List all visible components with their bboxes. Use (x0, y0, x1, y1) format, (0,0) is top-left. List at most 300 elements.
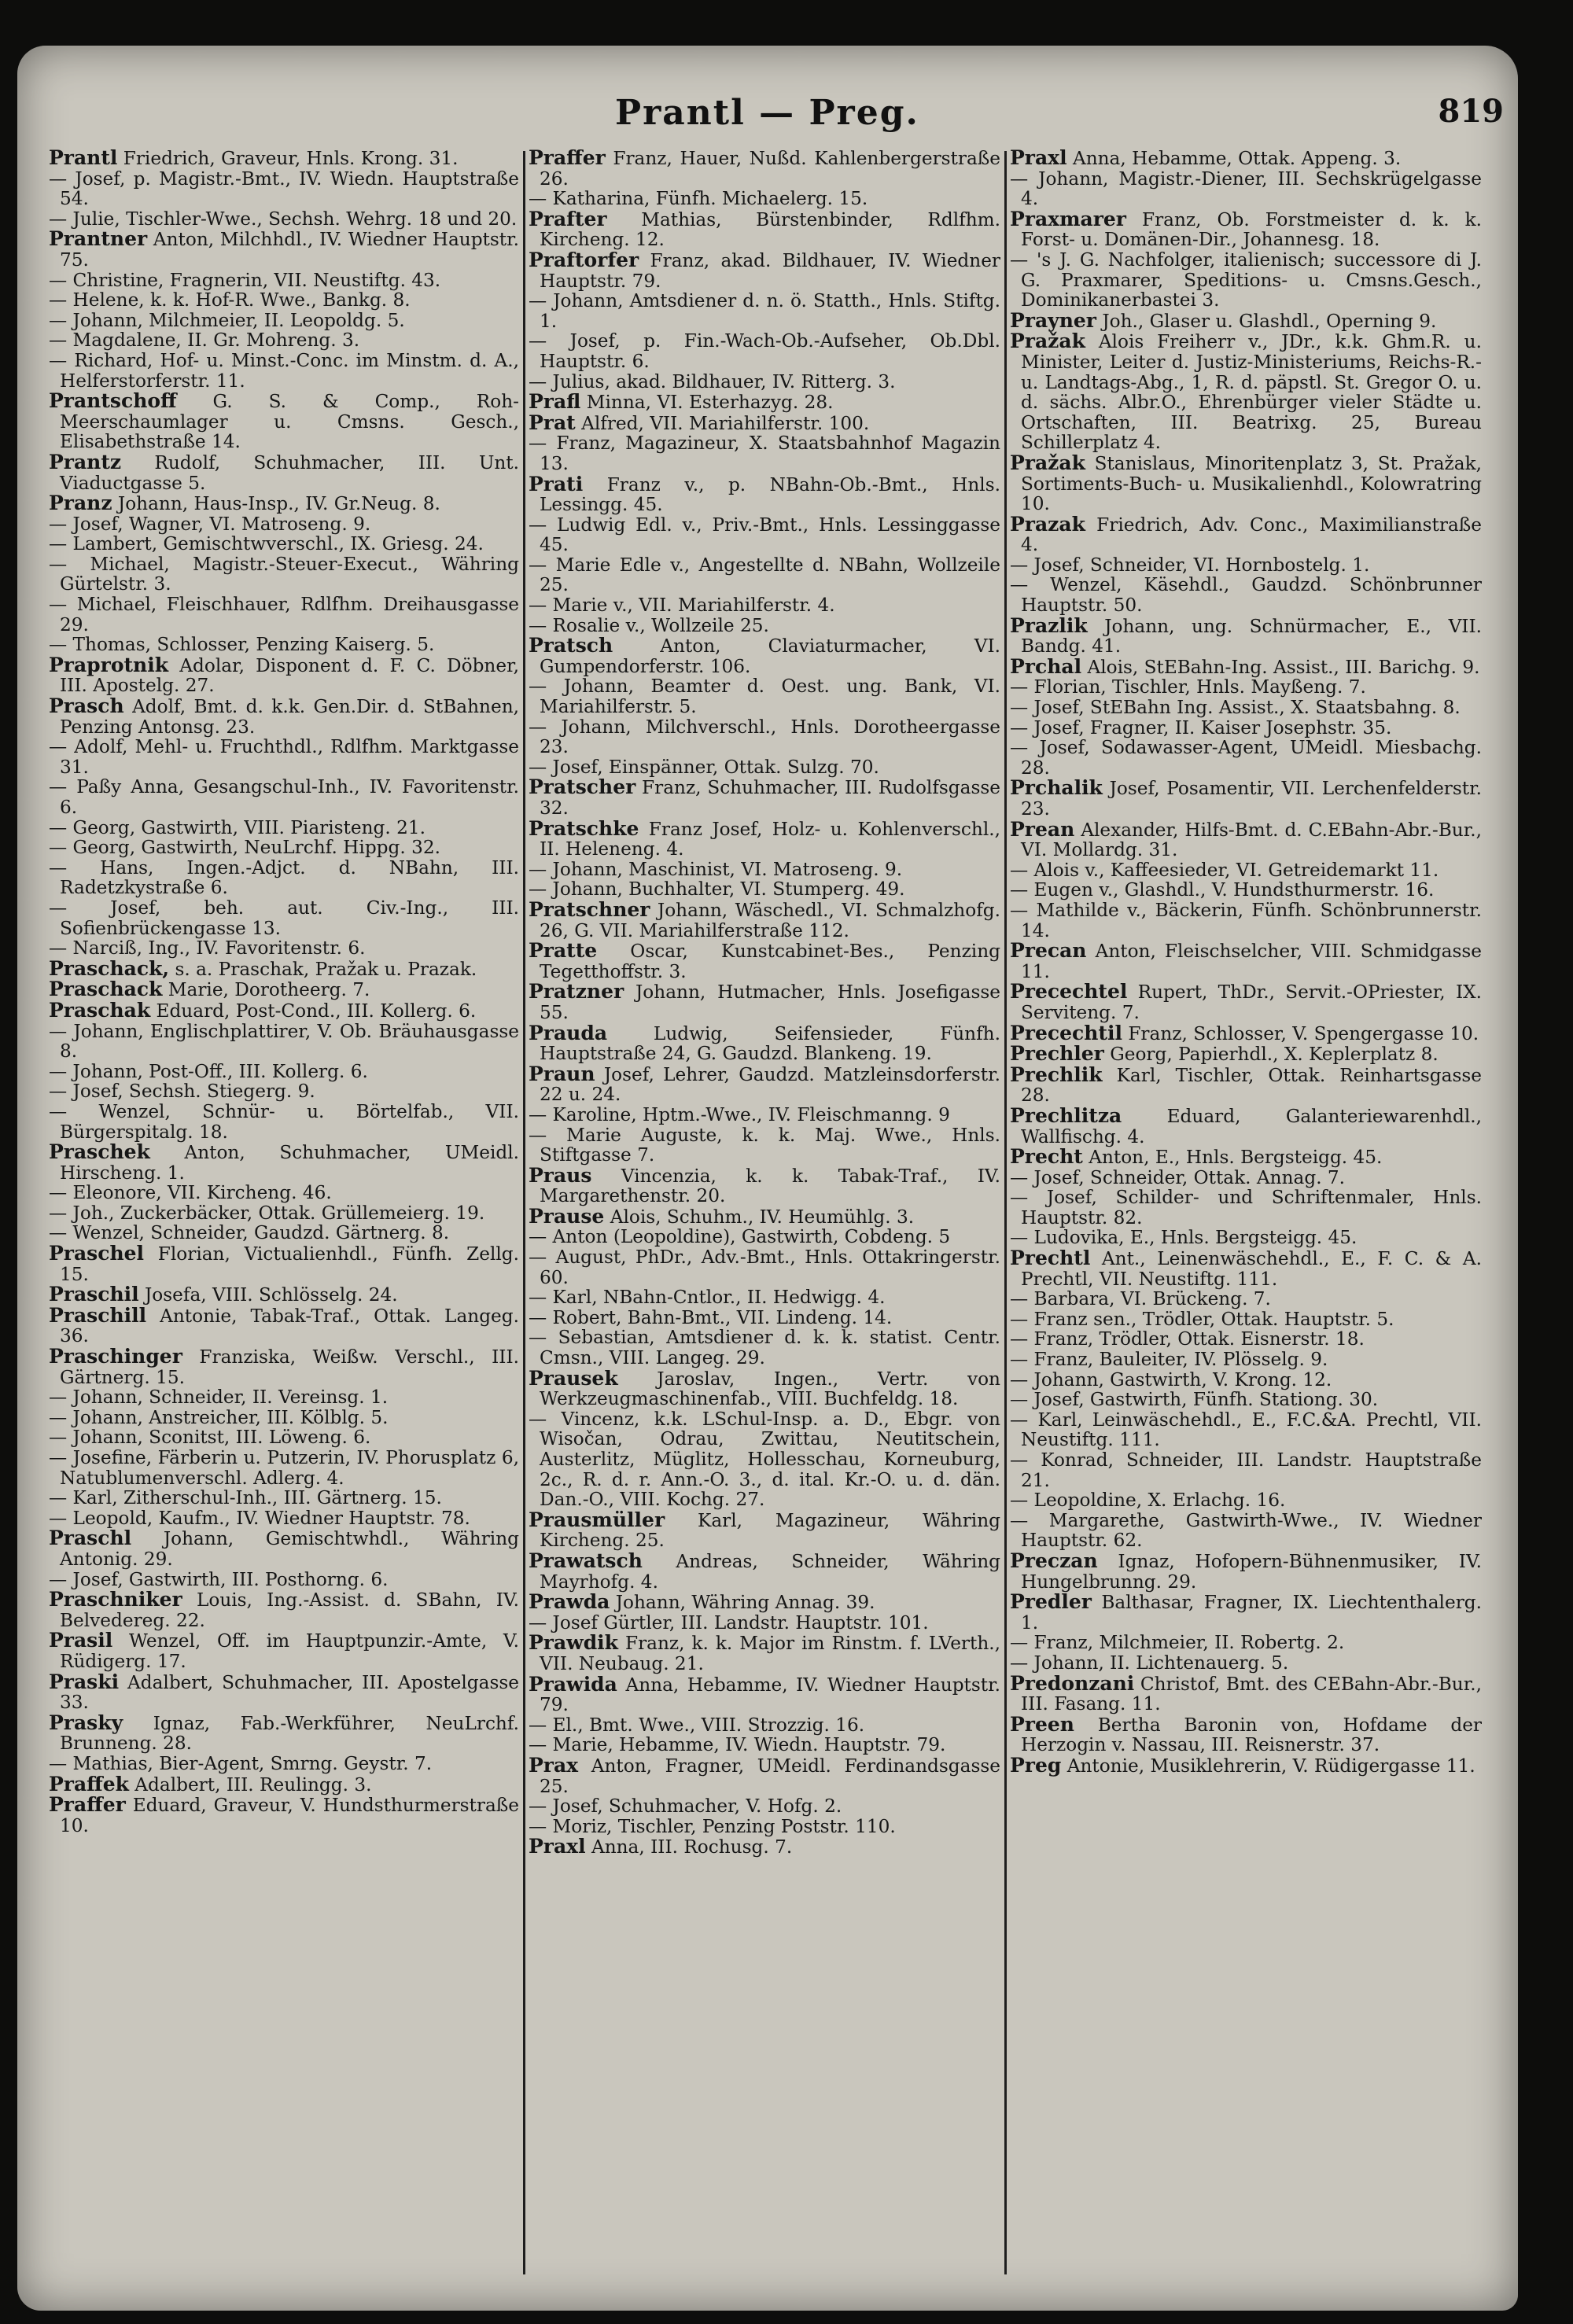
entry-surname: Praski (49, 1670, 120, 1693)
entry-surname: Praschack, (49, 956, 170, 980)
directory-entry (529, 1592, 1000, 1613)
entry-text: Eduard, Graveur, V. Hundsthurmerstraße 10. (60, 1795, 519, 1836)
entry-text: Franz, Hauer, Nußd. Kahlenbergerstraße 26. (540, 148, 1000, 190)
entry-surname: Praschniker (49, 1588, 182, 1611)
directory-entry (1010, 677, 1482, 698)
directory-entry (529, 1510, 1000, 1551)
entry-text: Karl, Magazineur, Währing Kircheng. 25. (540, 1509, 1000, 1552)
directory-entry (1010, 613, 1482, 657)
entry-text: — Wenzel, Käsehdl., Gaudzd. Schönbrunner Hauptstr. 50. (1010, 574, 1482, 617)
entry-text: — Johann, Amtsdiener d. n. ö. Statth., Hnls. Stiftg. 1. (529, 290, 1000, 332)
entry-surname: Prawida (529, 1672, 617, 1696)
entry-surname: Pranz (49, 492, 112, 515)
directory-entry (529, 474, 1000, 515)
directory-entry (1010, 1103, 1482, 1147)
entry-surname: Pražak (1010, 330, 1085, 353)
entry-text: — Vincenz, k.k. LSchul-Insp. a. D., Ebgr. von Wisočan, Odrau, Zwittau, Neutitschein, Austerlitz, Müglitz, Hollesschau, Korneuburg, 2c., R. d. r. Ann.-O. 3., d. ital. Kr.-O. u. d. dän. Dan.-O., VIII. Kochg. 27. (529, 1408, 1000, 1511)
directory-entry (49, 493, 519, 514)
entry-text: — Josef, Einspänner, Ottak. Sulzg. 70. (529, 756, 879, 778)
entry-surname: Praschinger (49, 1345, 182, 1368)
entry-text: Franz Josef, Holz- u. Kohlenverschl., II. Heleneng. 4. (540, 818, 1000, 860)
directory-entry (1010, 1592, 1482, 1633)
directory-entry (49, 1303, 519, 1347)
directory-entry (529, 777, 1000, 818)
directory-entry (529, 1308, 1000, 1328)
entry-text: Marie, Dorotheerg. 7. (162, 979, 370, 1001)
entry-text: — Mathias, Bier-Agent, Smrng. Geystr. 7. (49, 1752, 433, 1774)
entry-text: Friedrich, Graveur, Hnls. Krong. 31. (117, 148, 459, 169)
entry-text: — Eugen v., Glashdl., V. Hundsthurmerstr. 16. (1010, 879, 1435, 901)
directory-entry (49, 1062, 519, 1082)
entry-text: — Karoline, Hptm.-Wwe., IV. Fleischmanng. 9 (529, 1103, 950, 1125)
entry-surname: Precan (1010, 939, 1087, 963)
entry-text: Mathias, Bürstenbinder, Rdlfhm. Kircheng. 12. (540, 208, 1000, 251)
entry-text: — Barbara, VI. Brückeng. 7. (1010, 1288, 1271, 1310)
directory-entry (49, 956, 519, 980)
entry-surname: Pratte (529, 939, 598, 963)
entry-surname: Pratschner (529, 897, 650, 921)
directory-entry (49, 979, 519, 1000)
column-3 (1010, 148, 1482, 2295)
entry-text: Florian, Victualienhdl., Fünfh. Zellg. 15. (60, 1243, 519, 1285)
entry-text: Anton, Milchhdl., IV. Wiedner Hauptstr. 75. (60, 229, 519, 271)
entry-text: — Alois v., Kaffeesieder, VI. Getreidemarkt 11. (1010, 859, 1439, 881)
entry-text: — Adolf, Mehl- u. Fruchthdl., Rdlfhm. Marktgasse 31. (49, 736, 519, 778)
entry-surname: Prasky (49, 1711, 123, 1734)
entry-text: Johann, Hutmacher, Hnls. Josefigasse 55. (540, 982, 1000, 1023)
directory-entry (49, 1223, 519, 1243)
entry-surname: Prausmüller (529, 1508, 665, 1531)
directory-entry (1010, 1653, 1482, 1674)
entry-surname: Prechlik (1010, 1063, 1103, 1086)
entry-text: Anton, Schuhmacher, UMeidl. Hirscheng. 1. (60, 1142, 519, 1184)
entry-text: — Michael, Magistr.-Steuer-Execut., Währing Gürtelstr. 3. (49, 553, 519, 595)
directory-entry (49, 1528, 519, 1569)
entry-text: Johann, Wäschedl., VI. Schmalzhofg. 26, G. VII. Mariahilferstraße 112. (540, 899, 1000, 941)
directory-entry (49, 1570, 519, 1590)
entry-surname: Prchal (1010, 654, 1082, 678)
entry-text: — Hans, Ingen.-Adjct. d. NBahn, III. Radetzkystraße 6. (49, 856, 519, 899)
page-number: 819 (1438, 93, 1504, 130)
directory-entry (529, 1735, 1000, 1755)
entry-text: — Richard, Hof- u. Minst.-Conc. im Minstm. d. A., Helferstorferstr. 11. (49, 349, 519, 392)
entry-text: Karl, Tischler, Ottak. Reinhartsgasse 28. (1021, 1064, 1482, 1107)
entry-surname: Praun (529, 1062, 595, 1085)
entry-text: — Karl, NBahn-Cntlor., II. Hedwigg. 4. (529, 1287, 886, 1309)
directory-entry (49, 1000, 519, 1022)
directory-entry (49, 1427, 519, 1448)
entry-surname: Predonzani (1010, 1671, 1135, 1695)
directory-entry (529, 1551, 1000, 1592)
entry-text: — Johann, Milchmeier, II. Leopoldg. 5. (49, 309, 405, 331)
directory-entry (529, 1328, 1000, 1368)
entry-surname: Praschack (49, 978, 163, 1001)
directory-entry (529, 372, 1000, 392)
directory-entry (529, 189, 1000, 209)
entry-surname: Prantschoff (49, 389, 177, 413)
directory-entry (529, 1287, 1000, 1308)
directory-entry (1010, 1450, 1482, 1490)
directory-entry (529, 1817, 1000, 1837)
directory-entry (529, 616, 1000, 636)
entry-surname: Praschek (49, 1140, 150, 1164)
directory-entry (49, 1346, 519, 1387)
entry-text: — Margarethe, Gastwirth-Wwe., IV. Wiedner Hauptstr. 62. (1010, 1509, 1482, 1552)
entry-text: s. a. Praschak, Pražak u. Prazak. (169, 958, 477, 980)
directory-entry (529, 291, 1000, 331)
directory-entry (529, 1836, 1000, 1858)
entry-text: — Johann, Anstreicher, III. Kölblg. 5. (49, 1406, 389, 1428)
entry-surname: Preen (1010, 1712, 1074, 1736)
directory-entry (529, 250, 1000, 291)
entry-text: — Joh., Zuckerbäcker, Ottak. Grüllemeierg. 19. (49, 1202, 485, 1224)
entry-text: — Georg, Gastwirth, NeuLrchf. Hippg. 32. (49, 837, 440, 859)
entry-text: — Marie Auguste, k. k. Maj. Wwe., Hnls. Stiftgasse 7. (529, 1124, 1000, 1166)
directory-entry (529, 879, 1000, 900)
entry-text: — Johann, Post-Off., III. Kollerg. 6. (49, 1060, 368, 1082)
directory-entry (49, 1508, 519, 1529)
entry-text: — Anton (Leopoldine), Gastwirth, Cobdeng. 5 (529, 1226, 951, 1248)
entry-text: Adalbert, III. Reulingg. 3. (128, 1773, 372, 1795)
entry-text: — Christine, Fragnerin, VII. Neustiftg. 43. (49, 269, 441, 291)
entry-text: Alois, StEBahn-Ing. Assist., III. Barichg. 9. (1081, 656, 1480, 678)
directory-entry (529, 1247, 1000, 1287)
entry-text: — Mathilde v., Bäckerin, Fünfh. Schönbrunnerstr. 14. (1010, 899, 1482, 941)
directory-entry (529, 1674, 1000, 1715)
directory-entry (1010, 148, 1482, 169)
entry-text: Franz, akad. Bildhauer, IV. Wiedner Hauptstr. 79. (540, 249, 1000, 292)
directory-entry (49, 1203, 519, 1224)
entry-text: Oscar, Kunstcabinet-Bes., Penzing Tegetthoffstr. 3. (540, 941, 1000, 982)
directory-entry (49, 1142, 519, 1183)
entry-text: — Josef, p. Magistr.-Bmt., IV. Wiedn. Hauptstraße 54. (49, 168, 519, 210)
entry-text: Rupert, ThDr., Servit.-OPriester, IX. Serviteng. 7. (1021, 982, 1482, 1023)
entry-text: Adalbert, Schuhmacher, III. Apostelgasse 33. (60, 1671, 519, 1714)
entry-text: — Robert, Bahn-Bmt., VII. Lindeng. 14. (529, 1306, 893, 1328)
directory-entry (1010, 901, 1482, 941)
directory-entry (529, 982, 1000, 1022)
directory-entry (49, 696, 519, 737)
entry-text: Franz, Ob. Forstmeister d. k. k. Forst- u. Domänen-Dir., Johannesg. 18. (1021, 208, 1482, 251)
entry-text: — Franz sen., Trödler, Ottak. Hauptstr. 5. (1010, 1308, 1394, 1330)
directory-entry (529, 515, 1000, 555)
entry-text: — August, PhDr., Adv.-Bmt., Hnls. Ottakringerstr. 60. (529, 1247, 1000, 1288)
entry-text: Balthasar, Fragner, IX. Liechtenthalerg. 1. (1021, 1592, 1482, 1633)
entry-text: — Julius, akad. Bildhauer, IV. Ritterg. 3. (529, 370, 896, 392)
entry-text: — Leopold, Kaufm., IV. Wiedner Hauptstr. 78. (49, 1507, 470, 1529)
entry-text: — Josef, Sodawasser-Agent, UMeidl. Miesbachg. 28. (1010, 737, 1482, 779)
directory-entry (1010, 941, 1482, 982)
entry-text: Anna, III. Rochusg. 7. (585, 1836, 793, 1858)
directory-entry (529, 209, 1000, 250)
entry-text: Ignaz, Fab.-Werkführer, NeuLrchf. Brunneng. 28. (60, 1712, 519, 1755)
directory-entry (1010, 308, 1482, 332)
entry-surname: Prazak (1010, 512, 1085, 536)
entry-text: Joh., Glaser u. Glashdl., Operning 9. (1096, 310, 1437, 332)
directory-entry (49, 1022, 519, 1062)
entry-surname: Pratsch (529, 634, 613, 657)
entry-text: — Josef, Schuhmacher, V. Hofg. 2. (529, 1795, 842, 1818)
directory-entry (1010, 982, 1482, 1022)
directory-entry (49, 635, 519, 655)
entry-surname: Praffer (529, 148, 606, 169)
entry-text: Josef, Lehrer, Gaudzd. Matzleinsdorferstr. 22 u. 24. (540, 1063, 1000, 1106)
directory-entry (529, 635, 1000, 676)
directory-entry (1010, 331, 1482, 453)
entry-text: Anna, Hebamme, IV. Wiedner Hauptstr. 79. (540, 1674, 1000, 1716)
directory-entry (1010, 1289, 1482, 1309)
entry-text: — El., Bmt. Wwe., VIII. Strozzig. 16. (529, 1714, 865, 1736)
entry-surname: Praschil (49, 1283, 139, 1306)
entry-text: — Michael, Fleischhauer, Rdlfhm. Dreihausgasse 29. (49, 594, 519, 635)
entry-surname: Precht (1010, 1145, 1083, 1169)
directory-entry (529, 1227, 1000, 1247)
directory-entry (1010, 1671, 1482, 1715)
column-rule (523, 151, 525, 2274)
directory-entry (49, 1387, 519, 1408)
directory-entry (49, 938, 519, 959)
directory-entry (1010, 555, 1482, 576)
directory-entry (49, 271, 519, 291)
directory-entry (1010, 1329, 1482, 1350)
entry-surname: Prause (529, 1204, 605, 1228)
directory-entry (49, 209, 519, 230)
directory-entry (49, 311, 519, 331)
entry-text: Franz, Schlosser, V. Spengergasse 10. (1122, 1022, 1479, 1044)
entry-text: Johann, Währing Annag. 39. (610, 1592, 875, 1614)
entry-text: Anton, E., Hnls. Bergsteigg. 45. (1082, 1147, 1383, 1169)
entry-text: — Johann, Maschinist, VI. Matroseng. 9. (529, 858, 903, 880)
directory-entry (529, 1755, 1000, 1796)
entry-surname: Pražak (1010, 451, 1085, 474)
entry-surname: Prantner (49, 227, 148, 251)
entry-text: — Josef, Schilder- und Schriftenmaler, Hnls. Hauptstr. 82. (1010, 1187, 1482, 1228)
entry-surname: Praschill (49, 1303, 147, 1327)
directory-entry (529, 392, 1000, 413)
entry-surname: Predler (1010, 1590, 1092, 1614)
entry-text: G. S. & Comp., Roh-Meerschaumlager u. Cmsns. Gesch., Elisabethstraße 14. (60, 391, 519, 453)
directory-entry (49, 1448, 519, 1488)
directory-entry (49, 777, 519, 817)
directory-entry (529, 1715, 1000, 1736)
entry-surname: Prati (529, 472, 584, 495)
directory-entry (1010, 1044, 1482, 1065)
entry-text: Anton, Claviaturmacher, VI. Gumpendorferstr. 106. (540, 635, 1000, 677)
directory-entry (49, 1589, 519, 1630)
entry-text: Josef, Posamentir, VII. Lerchenfelderstr. 23. (1021, 778, 1482, 819)
entry-surname: Praxmarer (1010, 207, 1126, 230)
entry-text: — Franz, Magazineur, X. Staatsbahnhof Magazin 13. (529, 433, 1000, 474)
directory-entry (49, 818, 519, 838)
entry-text: — Johann, Buchhalter, VI. Stumperg. 49. (529, 878, 905, 901)
entry-surname: Prchalik (1010, 776, 1103, 800)
directory-entry (49, 1488, 519, 1508)
entry-text: — Marie Edle v., Angestellte d. NBahn, Wollzeile 25. (529, 554, 1000, 596)
entry-text: Stanislaus, Minoritenplatz 3, St. Pražak, Sortiments-Buch- u. Musikalienhdl., Kolowratring 10. (1021, 452, 1482, 515)
entry-surname: Prechtl (1010, 1247, 1091, 1270)
directory-entry (49, 595, 519, 635)
entry-text: — Franz, Bauleiter, IV. Plösselg. 9. (1010, 1349, 1328, 1371)
directory-entry (49, 1284, 519, 1306)
entry-text: Alfred, VII. Mariahilferstr. 100. (575, 412, 870, 434)
entry-text: Antonie, Tabak-Traf., Ottak. Langeg. 36. (60, 1305, 519, 1347)
directory-entry (49, 1408, 519, 1428)
entry-surname: Praschak (49, 998, 151, 1022)
entry-text: Josefa, VIII. Schlösselg. 24. (138, 1284, 398, 1306)
directory-entry (1010, 718, 1482, 738)
directory-entry (49, 858, 519, 898)
entry-text: Wenzel, Off. im Hauptpunzir.-Amte, V. Rüdigerg. 17. (60, 1630, 519, 1672)
directory-entry (49, 898, 519, 938)
entry-text: — Rosalie v., Wollzeile 25. (529, 614, 769, 636)
entry-text: — Lambert, Gemischtwverschl., IX. Griesg. 24. (49, 533, 484, 555)
entry-surname: Prantz (49, 450, 122, 473)
entry-text: — Josef, beh. aut. Civ.-Ing., III. Sofienbrückengasse 13. (49, 897, 519, 939)
directory-entry (1010, 819, 1482, 860)
entry-surname: Praxl (529, 1835, 586, 1858)
directory-entry (529, 595, 1000, 616)
directory-entry (1010, 1633, 1482, 1653)
entry-text: — Helene, k. k. Hof-R. Wwe., Bankg. 8. (49, 289, 411, 311)
directory-entry (1010, 1490, 1482, 1511)
entry-text: Franz v., p. NBahn-Ob.-Bmt., Hnls. Lessingg. 45. (540, 473, 1000, 516)
directory-entry (1010, 209, 1482, 250)
entry-text: Johann, ung. Schnürmacher, E., VII. Bandg. 41. (1021, 615, 1482, 657)
directory-entry (529, 331, 1000, 371)
entry-text: Louis, Ing.-Assist. d. SBahn, IV. Belvedereg. 22. (60, 1589, 519, 1631)
directory-entry (49, 1713, 519, 1754)
directory-entry (49, 1754, 519, 1774)
directory-entry (1010, 250, 1482, 311)
entry-text: — Josef, p. Fin.-Wach-Ob.-Aufseher, Ob.Dbl. Hauptstr. 6. (529, 330, 1000, 372)
entry-text: — Marie, Hebamme, IV. Wiedn. Hauptstr. 79. (529, 1734, 946, 1756)
entry-text: Johann, Haus-Insp., IV. Gr.Neug. 8. (112, 493, 440, 515)
directory-entry (1010, 169, 1482, 209)
directory-entry (49, 351, 519, 391)
directory-entry (49, 452, 519, 493)
entry-surname: Prasil (49, 1629, 113, 1652)
entry-text: Franz, Schuhmacher, III. Rudolfsgasse 32. (540, 777, 1000, 819)
entry-surname: Pratscher (529, 775, 636, 799)
entry-text: — Josef, StEBahn Ing. Assist., X. Staatsbahng. 8. (1010, 697, 1461, 719)
entry-surname: Prawdik (529, 1631, 618, 1655)
column-rule (1004, 151, 1007, 2274)
entry-text: Ant., Leinenwäschehdl., E., F. C. & A. Prechtl, VII. Neustiftg. 111. (1021, 1248, 1482, 1290)
entry-text: Andreas, Schneider, Währing Mayrhofg. 4. (540, 1550, 1000, 1593)
entry-surname: Prean (1010, 817, 1075, 841)
entry-text: Friedrich, Adv. Conc., Maximilianstraße 4. (1021, 514, 1482, 556)
entry-surname: Prantl (49, 148, 118, 169)
directory-entry (529, 1105, 1000, 1125)
entry-text: Bertha Baronin von, Hofdame der Herzogin v. Nassau, III. Reisnerstr. 37. (1021, 1714, 1482, 1756)
entry-text: — Narciß, Ing., IV. Favoritenstr. 6. (49, 937, 366, 959)
entry-text: — Ludovika, E., Hnls. Bergsteigg. 45. (1010, 1227, 1357, 1249)
entry-surname: Prasch (49, 694, 124, 718)
directory-entry (529, 757, 1000, 778)
entry-text: Ludwig, Seifensieder, Fünfh. Hauptstraße 24, G. Gaudzd. Blankeng. 19. (540, 1022, 1000, 1065)
directory-entry (529, 717, 1000, 757)
column-1 (49, 148, 519, 2295)
directory-entry (49, 838, 519, 858)
directory-entry (49, 534, 519, 554)
directory-entry (49, 737, 519, 777)
directory-entry (1010, 778, 1482, 819)
directory-entry (1010, 1023, 1482, 1044)
entry-surname: Pratschke (529, 816, 639, 840)
entry-text: — Josef, Schneider, Ottak. Annag. 7. (1010, 1166, 1346, 1188)
directory-entry (1010, 738, 1482, 778)
entry-text: — Thomas, Schlosser, Penzing Kaiserg. 5. (49, 634, 435, 656)
entry-surname: Prauda (529, 1021, 608, 1044)
directory-entry (529, 413, 1000, 434)
directory-entry (49, 1630, 519, 1671)
directory-entry (1010, 698, 1482, 718)
entry-text: Alexander, Hilfs-Bmt. d. C.EBahn-Abr.-Bur., VI. Mollardg. 31. (1021, 819, 1482, 861)
directory-page (17, 46, 1518, 2311)
entry-surname: Prat (529, 411, 576, 434)
entry-surname: Praschl (49, 1527, 132, 1550)
entry-text: — Magdalene, II. Gr. Mohreng. 3. (49, 330, 360, 352)
entry-text: Johann, Gemischtwhdl., Währing Antonig. 29. (60, 1528, 519, 1570)
directory-entry (1010, 453, 1482, 514)
entry-text: — Franz, Milchmeier, II. Robertg. 2. (1010, 1632, 1345, 1654)
directory-entry (529, 555, 1000, 595)
entry-text: — Eleonore, VII. Kircheng. 46. (49, 1182, 332, 1204)
entry-text: — Josefine, Färberin u. Putzerin, IV. Phorusplatz 6, Natublumenverschl. Adlerg. 4. (49, 1447, 519, 1489)
directory-entry (1010, 860, 1482, 881)
entry-text: — Johann, Gastwirth, V. Krong. 12. (1010, 1368, 1332, 1390)
directory-entry (49, 1102, 519, 1142)
directory-entry (49, 391, 519, 452)
entry-text: Christof, Bmt. des CEBahn-Abr.-Bur., III. Fasang. 11. (1021, 1673, 1482, 1715)
directory-entry (529, 433, 1000, 473)
directory-entry (1010, 575, 1482, 615)
entry-text: Minna, VI. Esterhazyg. 28. (580, 392, 834, 414)
entry-text: — Marie v., VII. Mariahilferstr. 4. (529, 595, 835, 617)
directory-entry (1010, 1551, 1482, 1592)
entry-text: — Franz, Trödler, Ottak. Eisnerstr. 18. (1010, 1328, 1365, 1350)
entry-text: Adolf, Bmt. d. k.k. Gen.Dir. d. StBahnen, Penzing Antonsg. 23. (60, 696, 519, 738)
entry-text: — Josef, Gastwirth, III. Posthorng. 6. (49, 1568, 389, 1590)
directory-entry (1010, 1168, 1482, 1188)
entry-text: — Konrad, Schneider, III. Landstr. Hauptstraße 21. (1010, 1449, 1482, 1491)
entry-text: Vincenzia, k. k. Tabak-Traf., IV. Margarethenstr. 20. (540, 1165, 1000, 1207)
entry-surname: Prausek (529, 1366, 618, 1390)
entry-text: — Georg, Gastwirth, VIII. Piaristeng. 21. (49, 816, 425, 838)
entry-text: — Johann, Magistr.-Diener, III. Sechskrügelgasse 4. (1010, 168, 1482, 210)
entry-text: Eduard, Galanteriewarenhdl., Wallfischg. 4. (1021, 1105, 1482, 1147)
directory-entry (529, 1023, 1000, 1064)
entry-surname: Prawatsch (529, 1549, 643, 1572)
entry-surname: Praftorfer (529, 248, 639, 271)
directory-entry (49, 1774, 519, 1795)
entry-text: — Karl, Zitherschul-Inh., III. Gärtnerg. 15. (49, 1487, 442, 1509)
entry-text: — Johann, Milchverschl., Hnls. Dorotheergasse 23. (529, 716, 1000, 758)
entry-surname: Precechtil (1010, 1021, 1122, 1044)
entry-surname: Prayner (1010, 308, 1096, 332)
entry-text: — Johann, Sconitst, III. Löweng. 6. (49, 1427, 371, 1449)
entry-surname: Praffek (49, 1772, 129, 1795)
directory-entry (49, 148, 519, 169)
directory-entry (1010, 1714, 1482, 1755)
entry-surname: Prazlik (1010, 613, 1088, 637)
directory-entry (49, 1795, 519, 1836)
directory-entry (49, 330, 519, 351)
entry-text: — Josef, Wagner, VI. Matroseng. 9. (49, 513, 371, 535)
directory-entry (49, 655, 519, 696)
entry-text: — Johann, Englischplattirer, V. Ob. Bräuhausgasse 8. (49, 1020, 519, 1063)
directory-entry (1010, 1755, 1482, 1777)
